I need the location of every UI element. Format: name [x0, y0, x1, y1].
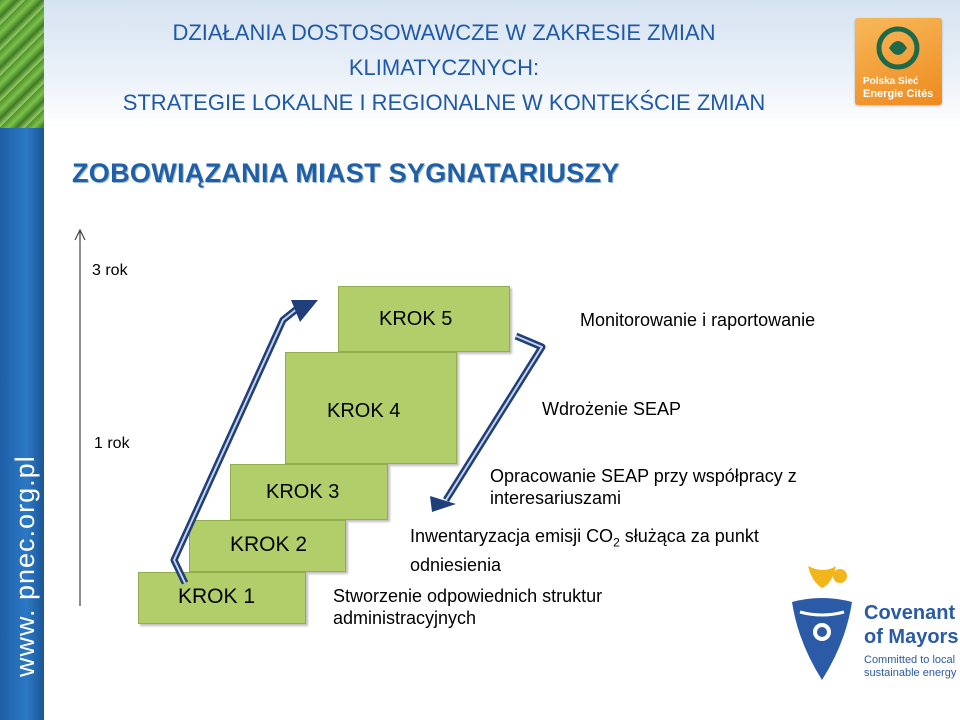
step-3-description: Opracowanie SEAP przy współpracy z interesariuszami	[490, 466, 797, 508]
step-2-description-part1: Inwentaryzacja emisji CO	[410, 526, 614, 546]
website-url: www. pnec.org.pl	[10, 455, 40, 677]
covenant-line4: sustainable energy	[864, 667, 957, 679]
upward-arrow	[174, 300, 318, 583]
step-2-description-part2: służąca za punkt odniesienia	[410, 526, 759, 575]
title-line-3: STRATEGIE LOKALNE I REGIONALNE W KONTEKŚCIE ZMIAN	[122, 90, 766, 115]
covenant-line3: Committed to local	[864, 654, 956, 666]
step-2-label: KROK 2	[230, 533, 308, 556]
step-3-label: KROK 3	[266, 481, 340, 503]
title-line-2: KLIMATYCZNYCH:	[348, 55, 540, 80]
step-5-label: KROK 5	[379, 308, 453, 330]
step-1-description: Stworzenie odpowiednich struktur administracyjnych	[333, 586, 603, 628]
covenant-of-mayors-logo	[786, 562, 959, 686]
page-title: ZOBOWIĄZANIA MIAST SYGNATARIUSZY	[72, 158, 620, 188]
title-line-1: DZIAŁANIA DOSTOSOWAWCZE W ZAKRESIE ZMIAN	[172, 20, 716, 45]
year-label-1: 1 rok	[94, 435, 130, 452]
logo-label-line2: Energie Cités	[863, 88, 934, 100]
year-label-3: 3 rok	[92, 262, 128, 279]
step-5-description: Monitorowanie i raportowanie	[580, 310, 816, 330]
step-2-description	[410, 525, 800, 576]
step-4-description: Wdrożenie SEAP	[542, 399, 682, 419]
step-1-label: KROK 1	[178, 585, 256, 608]
step-4-label: KROK 4	[327, 400, 401, 422]
co2-subscript: 2	[613, 535, 620, 550]
covenant-line2: of Mayors	[864, 626, 959, 648]
covenant-line1: Covenant	[864, 602, 956, 624]
logo-label-line1: Polska Sieć	[863, 76, 919, 87]
